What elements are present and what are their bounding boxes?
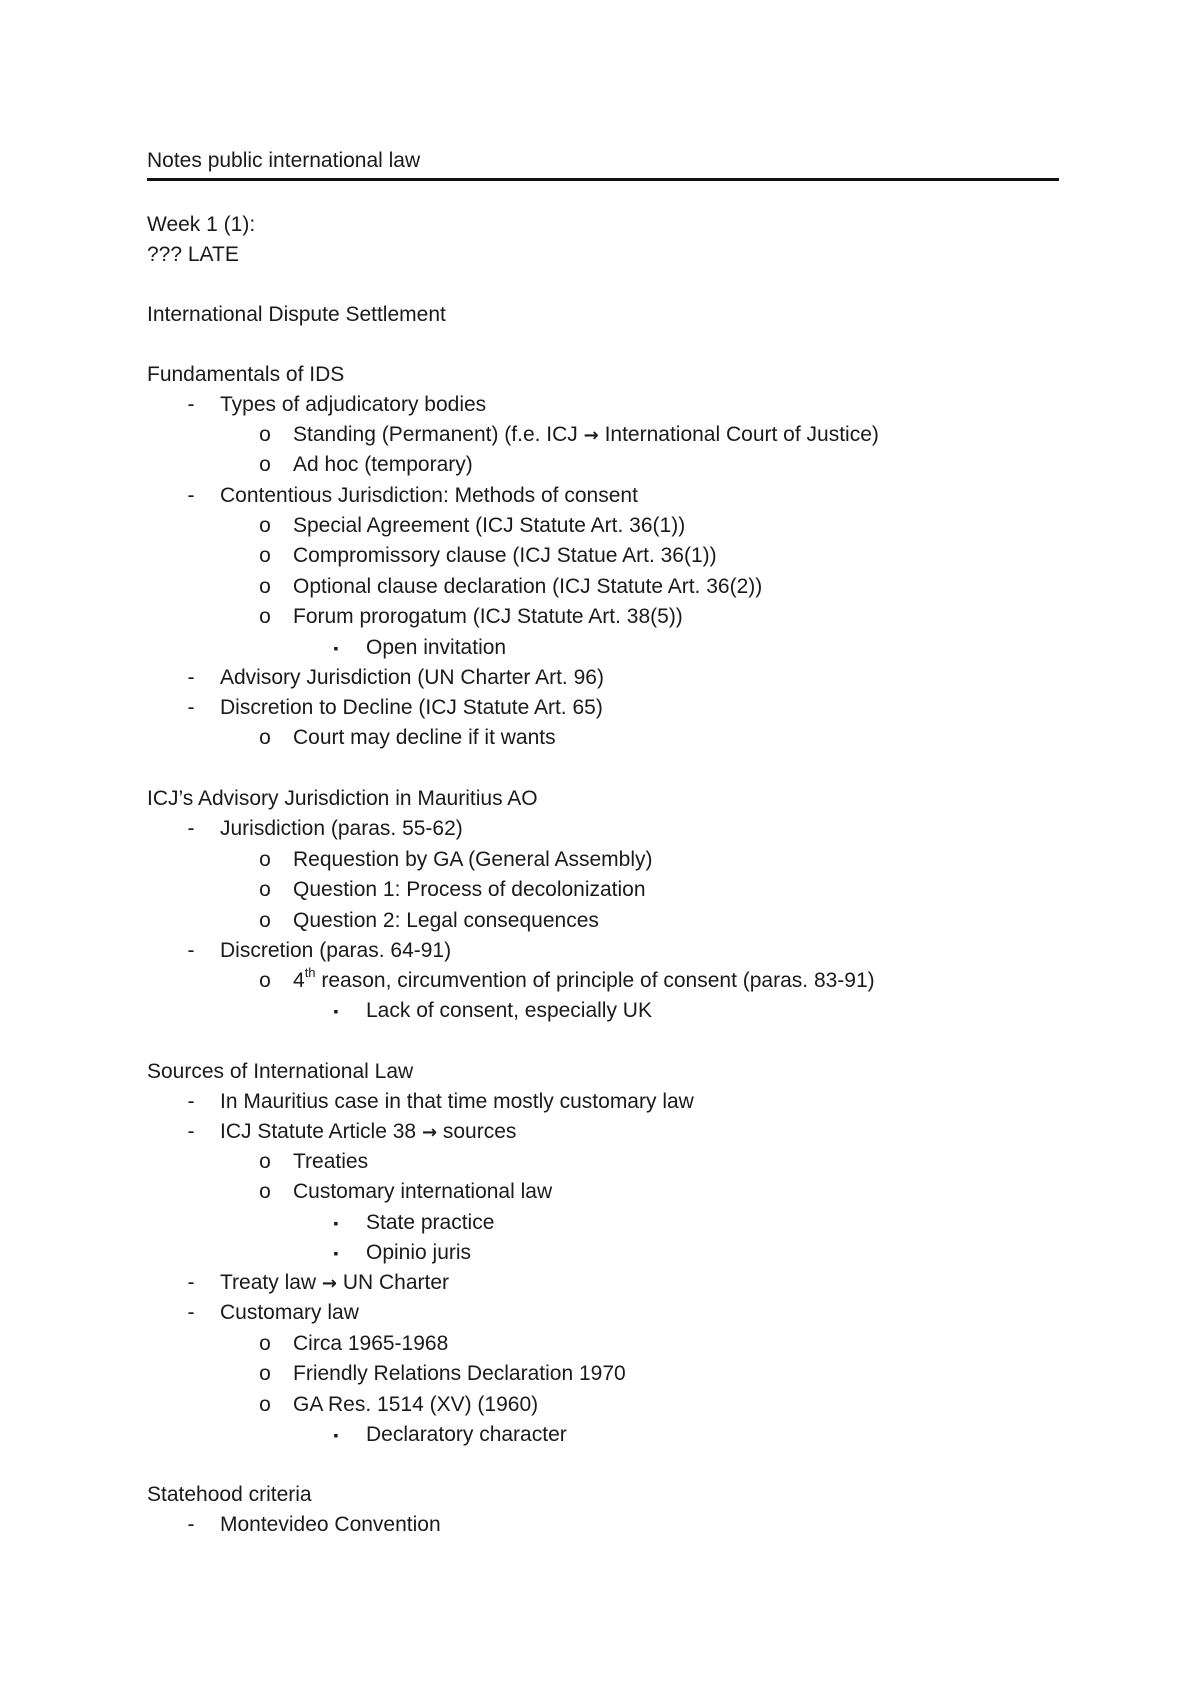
document-page: Notes public international law Week 1 (1): ??? LATE International Dispute Settlement Fundamentals of IDS - Types of adjudicatory bodies o Standing (Permanent) (f.e. ICJ → International Court of Justice) o Ad hoc (temporary) - Contentious Jurisdiction: Methods of consent o Special Agreement (ICJ Statute Art. 36(1)) o Compromissory clause (ICJ Statue Art. 36(1)) o Optional clause declaration (ICJ Statute Art. 36(2)) o Forum prorogatum (ICJ Statute Art. 38(5)) ▪ Open invitation - Advisory Jurisdiction (UN Charter Art. 96) - Discretion to Decline (ICJ Statute Art. 65) o Court may decline if it wants ICJ’s Advisory Jurisdiction in Mauritius AO - Jurisdiction (paras. 55-62) o Requestion by GA (General Assembly) o Question 1: Process of decolonization o Question 2: Legal consequences - Discretion (paras. 64-91) o 4th reason, circumvention of principle of consent (paras. 83-91) ▪ Lack of consent, especially UK Sources of International Law - In Mauritius case in that time mostly customary law - ICJ Statute Article 38 → sources o Treaties o Customary international law ▪ State practice ▪ Opinio juris - Treaty law → UN Charter - Customary law o Circa 1965-1968 o Friendly Relations Declaration 1970 o GA Res. 1514 (XV) (1960) ▪ Declaratory character Statehood criteria - Montevideo Convention xyxy=(0,0,1200,1696)
section-heading-statehood: Statehood criteria xyxy=(147,1483,312,1506)
arrow-icon: → xyxy=(583,425,599,446)
title-underline xyxy=(147,148,1059,181)
section-heading-sources: Sources of International Law xyxy=(147,1060,414,1083)
arrow-icon: → xyxy=(321,1273,338,1294)
page-title: Notes public international law xyxy=(147,149,421,172)
section-heading-fundamentals: Fundamentals of IDS xyxy=(147,363,345,386)
week-label: Week 1 (1): xyxy=(147,213,256,236)
late-note: ??? LATE xyxy=(147,243,239,266)
arrow-icon: → xyxy=(421,1122,438,1143)
section-heading-mauritius: ICJ’s Advisory Jurisdiction in Mauritius AO xyxy=(147,787,538,810)
section-heading-ids: International Dispute Settlement xyxy=(147,303,446,326)
